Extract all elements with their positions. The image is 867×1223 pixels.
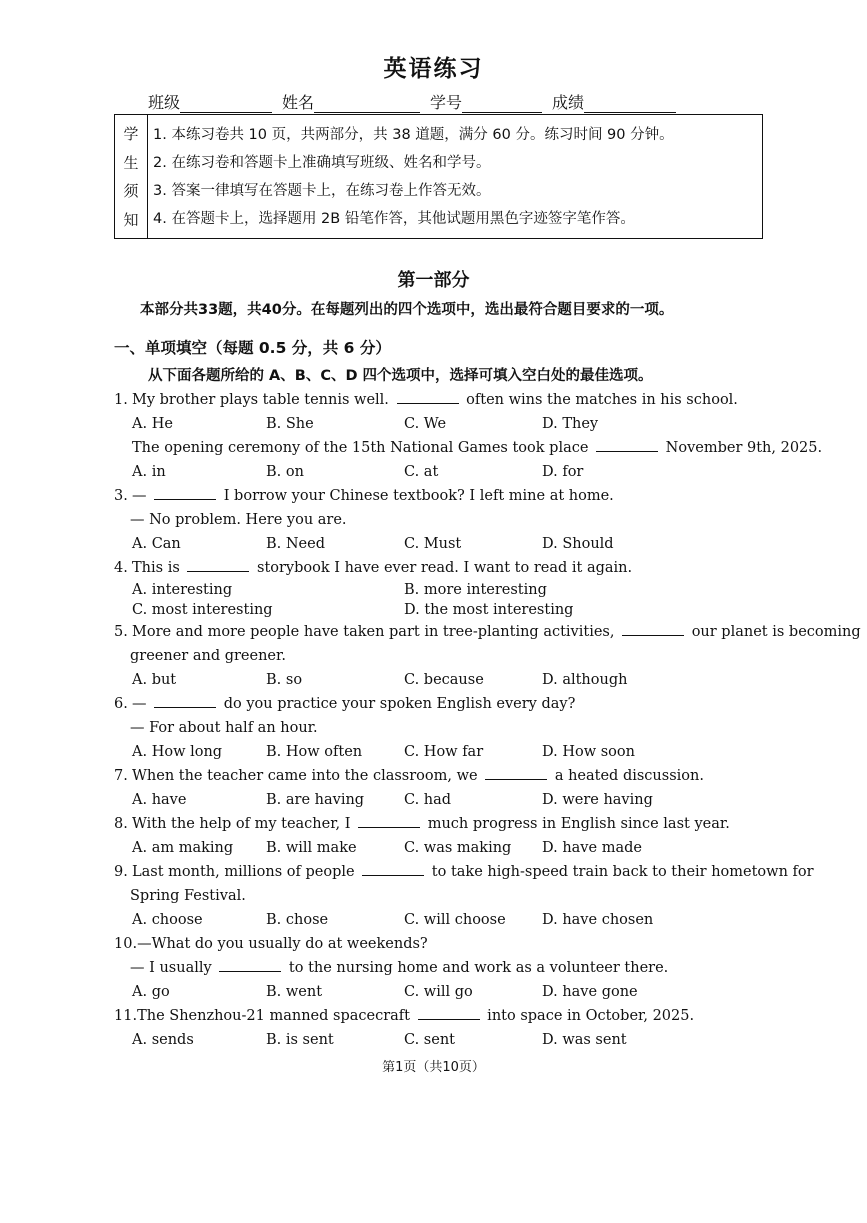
question-item — [0, 620, 867, 692]
question-number: 1. — [114, 392, 128, 408]
question-text: The opening ceremony of the 15th National Games took place — [132, 440, 594, 456]
option-row — [0, 740, 867, 764]
question-stem — [0, 484, 867, 508]
page-footer: 第1页（共10页） — [382, 1060, 485, 1075]
option-row — [0, 836, 867, 860]
question-number: 8. — [114, 816, 128, 832]
notice-label-char: 知 — [123, 211, 139, 230]
question-text: More and more people have taken part in tree-planting activities, — [132, 624, 620, 640]
answer-option: D. have gone — [542, 984, 638, 1000]
answer-option: A. sends — [132, 1032, 194, 1048]
answer-option: A. He — [132, 416, 173, 432]
answer-blank — [219, 957, 281, 972]
question-text: My brother plays table tennis well. — [132, 392, 394, 408]
answer-option: C. We — [404, 416, 447, 432]
question-item — [0, 692, 867, 764]
question-text: to the nursing home and work as a volunteer there. — [284, 960, 669, 976]
question-text: I borrow your Chinese textbook? I left mine at home. — [219, 488, 614, 504]
answer-option: C. because — [404, 672, 484, 688]
question-number: 6. — [114, 696, 128, 712]
question-stem — [0, 436, 867, 460]
student-notice-box — [114, 114, 763, 239]
notice-label-char: 须 — [123, 182, 139, 201]
answer-option: A. have — [132, 792, 187, 808]
option-row — [0, 532, 867, 556]
notice-item: 4. 在答题卡上，选择题用 2B 铅笔作答，其他试题用黑色字迹签字笔作答。 — [153, 211, 635, 227]
answer-option: D. were having — [542, 792, 653, 808]
answer-option: C. will choose — [404, 912, 506, 928]
question-text: often wins the matches in his school. — [461, 392, 738, 408]
option-row — [0, 1028, 867, 1052]
question-stem-continued — [0, 644, 867, 668]
question-stem — [0, 812, 867, 836]
answer-option: B. so — [266, 672, 303, 688]
answer-option: A. but — [132, 672, 177, 688]
question-text: — I usually — [130, 960, 217, 976]
question-item — [0, 860, 867, 932]
answer-option: A. How long — [132, 744, 223, 760]
answer-blank — [358, 813, 420, 828]
question-text: greener and greener. — [130, 648, 286, 664]
question-text: storybook I have ever read. I want to read it again. — [252, 560, 633, 576]
option-row — [0, 668, 867, 692]
answer-option: B. went — [266, 984, 323, 1000]
answer-option: D. How soon — [542, 744, 635, 760]
answer-option: B. will make — [266, 840, 357, 856]
answer-option: D. Should — [542, 536, 614, 552]
answer-option: C. will go — [404, 984, 473, 1000]
answer-option: B. chose — [266, 912, 329, 928]
question-item — [0, 764, 867, 812]
answer-option: C. at — [404, 464, 439, 480]
option-row — [0, 412, 867, 436]
answer-option: C. Must — [404, 536, 462, 552]
question-item — [0, 484, 867, 556]
student-id-blank — [462, 94, 542, 113]
answer-option: A. in — [132, 464, 166, 480]
question-stem — [0, 692, 867, 716]
answer-option: D. have chosen — [542, 912, 654, 928]
option-row — [0, 460, 867, 484]
question-text: — No problem. Here you are. — [130, 512, 347, 528]
notice-label — [115, 115, 148, 238]
question-stem-continued — [0, 884, 867, 908]
question-stem-continued — [0, 956, 867, 980]
answer-blank — [362, 861, 424, 876]
question-stem-continued — [0, 716, 867, 740]
answer-blank — [418, 1005, 480, 1020]
section-title: 一、单项填空（每题 0.5 分，共 6 分） — [114, 339, 391, 357]
section-instruction: 从下面各题所给的 A、B、C、D 四个选项中，选择可填入空白处的最佳选项。 — [148, 368, 653, 384]
question-text: The Shenzhou-21 manned spacecraft — [137, 1008, 415, 1024]
question-text: This is — [132, 560, 185, 576]
option-row — [0, 788, 867, 812]
question-stem — [0, 932, 867, 956]
answer-option: B. She — [266, 416, 314, 432]
question-stem — [0, 1004, 867, 1028]
class-label: 班级 — [148, 93, 181, 112]
score-blank — [584, 94, 676, 113]
part-title: 第一部分 — [397, 270, 470, 291]
answer-blank — [154, 485, 216, 500]
question-text: Spring Festival. — [130, 888, 246, 904]
question-text: our planet is becoming — [687, 624, 861, 640]
notice-list — [148, 115, 762, 238]
class-blank — [180, 94, 272, 113]
answer-option: D. They — [542, 416, 599, 432]
answer-option: C. How far — [404, 744, 484, 760]
notice-label-char: 学 — [123, 124, 139, 143]
student-id-label: 学号 — [430, 93, 463, 112]
question-text: November 9th, 2025. — [661, 440, 823, 456]
answer-option: D. was sent — [542, 1032, 627, 1048]
notice-item: 1. 本练习卷共 10 页，共两部分，共 38 道题，满分 60 分。练习时间 90 分钟。 — [153, 127, 674, 143]
question-number: 9. — [114, 864, 128, 880]
answer-option: D. the most interesting — [404, 602, 574, 618]
answer-option: B. is sent — [266, 1032, 334, 1048]
question-item — [0, 932, 867, 1004]
option-row — [0, 908, 867, 932]
answer-blank — [187, 557, 249, 572]
question-item — [0, 436, 867, 484]
question-number: 7. — [114, 768, 128, 784]
page-title: 英语练习 — [383, 56, 484, 82]
question-text: to take high-speed train back to their hometown for — [427, 864, 814, 880]
question-number: 5. — [114, 624, 128, 640]
answer-blank — [397, 389, 459, 404]
question-number: 10. — [114, 936, 138, 952]
question-stem — [0, 620, 867, 644]
question-item — [0, 556, 867, 620]
question-text: much progress in English since last year. — [423, 816, 730, 832]
option-row — [0, 980, 867, 1004]
question-text: — For about half an hour. — [130, 720, 318, 736]
answer-option: B. on — [266, 464, 304, 480]
option-row — [0, 600, 867, 620]
answer-option: C. most interesting — [132, 602, 273, 618]
answer-blank — [622, 621, 684, 636]
question-stem-continued — [0, 508, 867, 532]
notice-label-char: 生 — [123, 153, 139, 172]
notice-item: 2. 在练习卷和答题卡上准确填写班级、姓名和学号。 — [153, 155, 491, 171]
answer-option: C. was making — [404, 840, 512, 856]
answer-option: C. sent — [404, 1032, 455, 1048]
question-text: With the help of my teacher, I — [132, 816, 356, 832]
question-text: — — [132, 696, 152, 712]
answer-option: B. more interesting — [404, 582, 547, 598]
question-text: When the teacher came into the classroom, we — [132, 768, 483, 784]
answer-option: A. interesting — [132, 582, 233, 598]
name-label: 姓名 — [282, 93, 315, 112]
answer-blank — [485, 765, 547, 780]
question-text: —What do you usually do at weekends? — [137, 936, 428, 952]
answer-option: A. am making — [132, 840, 234, 856]
question-stem — [0, 556, 867, 580]
question-stem — [0, 388, 867, 412]
question-text: Last month, millions of people — [132, 864, 360, 880]
notice-item: 3. 答案一律填写在答题卡上，在练习卷上作答无效。 — [153, 183, 491, 199]
question-text: into space in October, 2025. — [482, 1008, 695, 1024]
answer-option: D. have made — [542, 840, 642, 856]
answer-blank — [596, 437, 658, 452]
answer-option: B. Need — [266, 536, 326, 552]
question-item — [0, 812, 867, 860]
question-list — [0, 388, 867, 1052]
question-text: a heated discussion. — [550, 768, 704, 784]
answer-option: B. are having — [266, 792, 365, 808]
question-number: 4. — [114, 560, 128, 576]
option-row — [0, 580, 867, 600]
answer-option: B. How often — [266, 744, 363, 760]
student-info-row — [148, 90, 686, 113]
part-description: 本部分共33题，共40分。在每题列出的四个选项中，选出最符合题目要求的一项。 — [140, 302, 674, 318]
answer-option: A. go — [132, 984, 170, 1000]
question-item — [0, 1004, 867, 1052]
question-number: 11. — [114, 1008, 138, 1024]
answer-option: A. Can — [132, 536, 181, 552]
answer-option: D. for — [542, 464, 584, 480]
answer-option: A. choose — [132, 912, 203, 928]
answer-option: C. had — [404, 792, 452, 808]
question-text: — — [132, 488, 152, 504]
question-number: 3. — [114, 488, 128, 504]
answer-blank — [154, 693, 216, 708]
answer-option: D. although — [542, 672, 628, 688]
question-stem — [0, 860, 867, 884]
question-text: do you practice your spoken English every day? — [219, 696, 576, 712]
score-label: 成绩 — [552, 93, 585, 112]
name-blank — [314, 94, 420, 113]
question-item — [0, 388, 867, 436]
question-stem — [0, 764, 867, 788]
